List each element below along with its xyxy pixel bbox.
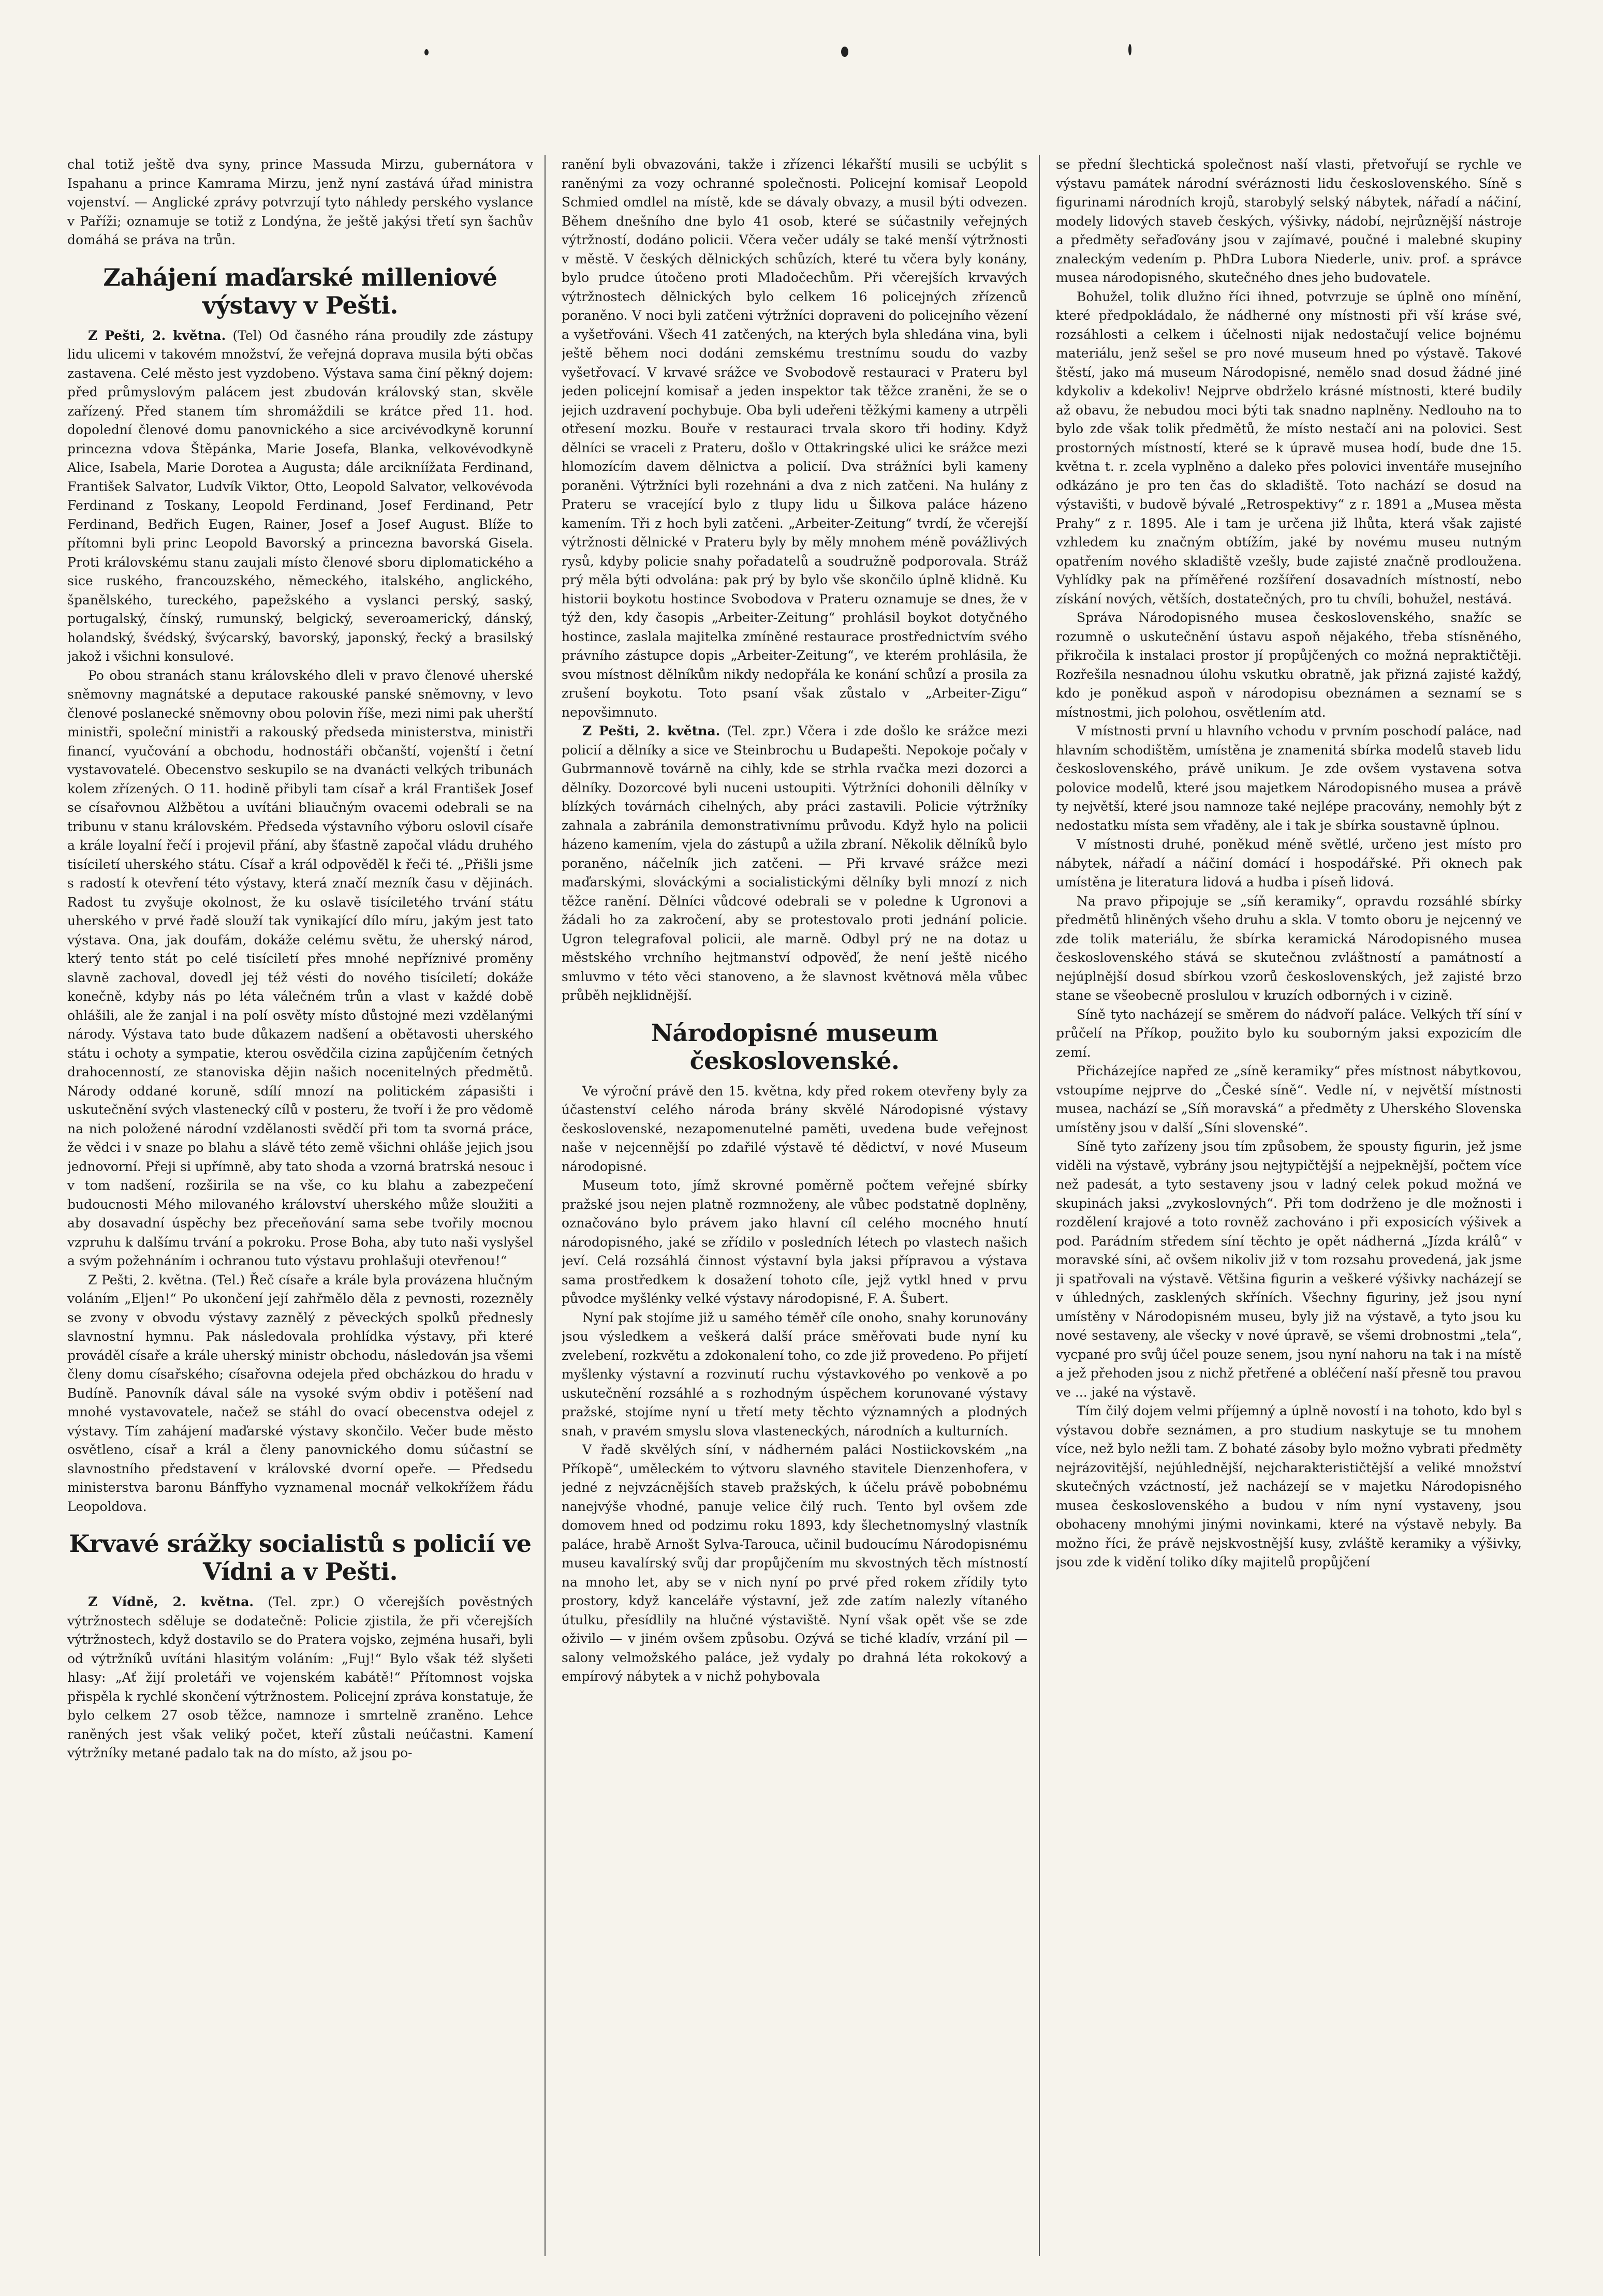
article-paragraph (67, 1593, 533, 1763)
ink-speck (424, 49, 429, 55)
headline-ethnographic-museum: Národopisné museum československé. (651, 1018, 938, 1075)
article-paragraph: V řadě skvělých síní, v nádherném paláci Nostiickovském „na Příkopě“, uměleckém to výtvoru slavného stavitele Dienzenhofera, v jedné z nejvzácnějších staveb pražských, k účelu právě pobobnému nanejvýše vhodné, panuje velice čilý ruch. Tento byl ovšem zde domovem hned od podzimu roku 1893, kdy šlechetnomyslný vlastník paláce, hrabě Arnošt Sylva-Tarouca, učinil budoucímu Národopisnému museu kavalírský svůj dar propůjčením mu skvostných těch místností na mnoho let, aby se v nich nyní po prvé před rokem zřídily tyto prostory, když kanceláře výstavní, jež zde zatím nalezly vítaného útulku, přesídlily na hlučné výstaviště. Nyní však opět vše se zde oživilo — v jiném ovšem způsobu. Ozývá se tiché kladív, vrzání pil — salony velmožského paláce, jež vydaly po drahná léta rokokový a empírový nábytek a v nichž pohybovala (562, 1442, 1027, 1684)
column-rule (545, 155, 546, 2256)
ink-speck (841, 47, 848, 57)
column-middle (562, 155, 1027, 2256)
column-left (67, 155, 533, 2256)
dateline: Z Pešti, 2. května. (582, 723, 720, 738)
article-paragraph: Po obou stranách stanu královského dleli v pravo členové uherské sněmovny magnátské a deputace rakouské panské sněmovny, v levo členové poslanecké sněmovny obou polovin říše, mezi nimi pak uherští ministři, společní ministři a rakouský předseda ministerstva, ministři financí, vyučování a obchodu, hodnostáři občanští, vojenští i četní vystavovatelé. Obecenstvo seskupilo se na dvanácti velkých tribunách kolem zřízených. O 11. hodině přibyli tam císař a král František Josef se císařovnou Alžbětou a uvítáni bliaučným ovacemi odebrali se na tribunu v stanu královském. Předseda výstavního výboru oslovil císaře a krále loyalní řečí i projevil přání, aby šťastně započal vládu druhého tisíciletí uherského státu. Císař a král odpověděl k řeči té. „Přišli jsme s radostí k otevření této výstavy, která značí mezník času v dějinách. Radost tu zvyšuje okolnost, že ku oslavě tisíciletého trvání státu uherského v prvé řadě slouží tak vynikající dílo míru, jakým jest tato výstava. Ona, jak doufám, dokáže celému světu, že uherský národ, který tento stát po celé tisíciletí přes mnohé nepříznivé proměny slavně zachoval, dovedl jej též vésti do nového tisíciletí; dokáže konečně, kdyby nás po léta válečném trůn a vlast v každé době ohlášili, ale že zanjal i na polí osvěty místo důstojné mezi vzdělanými národy. Výstava tato bude důkazem nadšení a obětavosti uherského státu i ochoty a sympatie, kterou osvědčila cizina zapůjčením četných drahocenností, ze stanoviska dějin našich nocenitelných předmětů. Národy oddané koruně, sdílí mnozí na politickém zápasišti i uskutečnění svých vlastenecký cílů v posteru, že tvoří i že pro vědomě na nich položené národní vzdělanosti svědčí při tom ta svorná práce, že vědci i v snaze po blahu a slávě této země všichni ohláše jejich jsou jednovorní. Přeji si upřímně, aby tato shoda a vzorná bratrská nesouc i v tom nadšení, rozširila se na vše, co ku blahu a zabezpečení budoucnosti Mého milovaného království uherského může sloužiti a aby dosavadní úspěchy bez přeceňování sama sebe tvořily mocnou vzpruhu k dalšímu trvání a pokroku. Prose Boha, aby tuto naši vyslyšel a svým požehnáním i ochranou tuto výstavu prohlašuji otevřenou!“ (67, 668, 533, 1268)
newspaper-page (67, 155, 1537, 2256)
article-paragraph (67, 327, 533, 666)
article-paragraph: Bohužel, tolik dlužno říci ihned, potvrzuje se úplně ono mínění, které předpokládalo, že nádherné ony místnosti při vší kráse své, rozsáhlosti a celkem i účelnosti nijak nedostačují velice bojnému materiálu, jenž sešel se pro nové museum hned po výstavě. Takové štěstí, jako má museum Národopisné, nemělo snad dosud žádné jiné kdykoliv a kdekoliv! Nejprve obdrželo krásné místnosti, které budily až obavu, že nebudou moci býti tak snadno naplněny. Nedlouho na to bylo zde však tolik předmětů, že místo nestačí ani na polovici. Sest prostorných místností, které se k úpravě musea hodí, bude dne 15. května t. r. zcela vyplněno a daleko přes polovici inventáře musejního odkázáno je pro ten čas do skladiště. Toto nachází se dosud na výstavišti, v budově bývalé „Retrospektivy“ z r. 1891 a „Musea města Prahy“ z r. 1895. Ale i tam je určena již lhůta, která však zajisté vzhledem ku značným obtížím, jaké by novému museu nutným opatřením nového skladiště vzešly, bude zajisté značně prodloužena. Vyhlídky pak na příměřené rozšíření dosavadních místností, nebo získání nových, větších, dostatečných, pro tu chvíli, bohužel, nestává. (1056, 289, 1522, 606)
article-paragraph: V místnosti druhé, poněkud méně světlé, určeno jest místo pro nábytek, nářadí a náčiní domácí i hospodářské. Při oknech pak umístěna je literatura lidová a hudba i píseň lidová. (1056, 837, 1522, 890)
paragraph-text: (Tel. zpr.) O včerejších pověstných výtržnostech sděluje se dodatečně: Policie zjistila, že při včerejších výtržnostech, když dostavilo se do Pratera vojsko, zejména husaři, byli od výtržníků uvítáni hlasitým voláním: „Fuj!“ Bylo však též slyšeti hlasy: „Ať žijí proletáři ve vojenském kabátě!“ Přítomnost vojska přispěla k rychlé skončení výtržnostem. Policejní zpráva konstatuje, že bylo celkem 27 osob těžce, namnoze i smrtelně zraněno. Lehce raněných jest však veliký počet, kteří zůstali neúčastni. Kamení výtržníky metané padalo tak na do místo, až jsou po- (67, 1594, 533, 1760)
article-paragraph: Z Pešti, 2. května. (Tel.) Řeč císaře a krále byla provázena hlučným voláním „Eljen!“ Po ukončení její zahřmělo děla z pevnosti, rozezněly se zvony v obvodu výstavy zaznělý z pěveckých spolků přednesly slavnostní hymnu. Pak následovala prohlídka výstavy, při které prováděl císaře a krále uherský ministr obchodu, následován jsa všemi členy domu císařského; císařovna odejela před obcházkou do hradu v Budíně. Panovník dával sále na vysoké svým obdiv i potěšení nad mnohé vystavovatele, načež se stáhl do ovací obecenstva odejel z výstavy. Tím zahájení maďarské výstavy skončilo. Večer bude město osvětleno, císař a král a členy panovnického domu súčastní se slavnostního představení v královské dvorní opeře. — Předsedu ministerstva baronu Bánffyho vyznamenal mocnář velkokřížem řádu Leopoldova. (67, 1272, 533, 1514)
article-paragraph: Ve výroční právě den 15. května, kdy před rokem otevřeny byly za účastenství celého národa brány skvělé Národopisné výstavy československé, nezapomenutelné paměti, uvedena bude veřejnost naše v nejcennější po zdařilé výstavě té dědictví, v nové Museum národopisné. (562, 1083, 1027, 1174)
paragraph-text: (Tel) Od časného rána proudily zde zástupy lidu ulicemi v takovém množství, že veřejná doprava musila býti občas zastavena. Celé město jest vyzdobeno. Výstava sama činí pěkný dojem: před průmyslovým palácem jest zbudován královský stan, skvěle zařízený. Před stanem tím shromáždili se krátce před 11. hod. dopolední členové domu panovnického a sice arcivévodkyně korunní princezna vdova Štěpánka, Marie Josefa, Blanka, velkovévodkyně Alice, Isabela, Marie Dorotea a Augusta; dále arcikníížata Ferdinand, František Salvator, Ludvík Viktor, Otto, Leopold Salvator, velkovévoda Ferdinand z Toskany, Leopold Ferdinand, Josef Ferdinand, Petr Ferdinand, Bedřich Eugen, Rainer, Josef a Josef August. Blíže to přítomni byli princ Leopold Bavorský a princezna bavorská Gisela. Proti královskému stanu zaujali místo členové sboru diplomatického a sice ruského, francouzského, německého, italského, anglického, španělského, tureckého, papežského a vyslanci perský, saský, portugalský, čínský, rumunský, belgický, severoamerický, dánský, holandský, švédský, švýcarský, bavorský, japonský, řecký a brasilský jakož i všichni konsulové. (67, 328, 533, 664)
scan-specks (0, 21, 1603, 62)
dateline: Z Vídně, 2. května. (88, 1594, 254, 1609)
column-rule (1039, 155, 1040, 2256)
headline-millennium-exhibition: Zahájení maďarské milleniové výstavy v Pešti. (103, 263, 497, 319)
article-continuation: se přední šlechtická společnost naší vlasti, přetvořují se rychle ve výstavu památek národní svéráznosti lidu československého. Síně s figurinami národních krojů, starobylý selský nábytek, nářadí a náčiní, modely lidových staveb českých, výšivky, nádobí, nejrůznější nástroje a předměty seřaďovány jsou v zajímavé, poučné i malebné skupiny znaleckým vedením p. PhDra Lubora Niederle, univ. prof. a správce musea národopisného, skutečného dnes jeho budovatele. (1056, 157, 1522, 285)
article-continuation: chal totiž ještě dva syny, prince Massuda Mirzu, gubernátora v Ispahanu a prince Kamrama Mirzu, jenž nyní zastává úřad ministra vojenství. — Anglické zprávy potvrzují tyto náhledy perského vyslance v Paříži; oznamuje se totiž z Londýna, že ještě jakýsi třetí syn šachův domáhá se práva na trůn. (67, 157, 533, 247)
article-paragraph: Tím čilý dojem velmi příjemný a úplně novostí i na tohoto, kdo byl s výstavou dobře seznámen, a pro studium naskytuje se tu mnohem více, než bylo nežli tam. Z bohaté zásoby bylo možno vybrati předměty nejrázovitější, nejúhlednější, nejcharakterističtější a veliké množství skutečných vzáctností, jež nacházejí se v majetku Národopisného musea československého a budou v ním nyní vystaveny, jsou obohaceny mnohými jinými novinkami, které na výstavě nebyly. Ba možno říci, že právě nejskvostnější kusy, zvláště keramiky a výšivky, jsou zde k vidění toliko díky majitelů propůjčení (1056, 1403, 1522, 1569)
article-paragraph: Museum toto, jímž skrovné poměrně počtem veřejné sbírky pražské jsou nejen platně rozmnoženy, ale vůbec podstatně doplněny, označováno bylo právem jako hlavní cíl celého mocného hnutí národopisného, jaké se zřídilo v posledních létech po vlastech našich jeví. Celá rozsáhlá činnost výstavní byla jaksi přípravou a výstava sama prostředkem k dosažení tohoto cíle, jejž vytkl hned v prvu původce myšlénky velké výstavy národopisné, F. A. Šubert. (562, 1178, 1027, 1306)
article-paragraph: Na pravo připojuje se „síň keramiky“, opravdu rozsáhlé sbírky předmětů hliněných všeho druhu a skla. V tomto oboru je nejcenný ve zde tolik materiálu, že sbírka keramická Národopisného musea československého stává se skutečnou zvláštností a památností a nejúplnější dosud sbírkou vzorů československých, jež zajisté brzo stane se všeobecně proslulou v kruzích odborných i v cizině. (1056, 893, 1522, 1003)
article-paragraph: Nyní pak stojíme již u samého téměř cíle onoho, snahy korunovány jsou výsledkem a veškerá další práce směřovati bude nyní ku zvelebení, rozkvětu a zdokonalení toho, co zde již provedeno. Po přijetí myšlenky výstavní a rozvinutí ruchu výstavkového po venkově a po uskutečnění rozsáhlé a s rozhodným úspěchem korunované výstavy pražské, stojíme nyní u třetí mety těchto významných a plodných snah, v pravém smyslu slova vlasteneckých, národních a kulturních. (562, 1310, 1027, 1439)
dateline: Z Pešti, 2. května. (88, 328, 226, 343)
article-paragraph (562, 722, 1027, 1005)
article-paragraph: Síně tyto nacházejí se směrem do nádvoří paláce. Velkých tří síní v průčelí na Příkop, použito bylo ku souborným jaksi expozicím dle zemí. (1056, 1006, 1522, 1060)
article-paragraph: Síně tyto zařízeny jsou tím způsobem, že spousty figurin, jež jsme viděli na výstavě, vybrány jsou nejtypičtější a nejpeknější, počtem více než padesát, a tyto sestaveny jsou v ladný celek pokud možná ve skupinách jaksi „zvykoslovných“. Při tom dodrženo je dle možnosti i rozdělení krajové a toto rovněž zachováno i při exposicích výšivek a pod. Parádním středem síní těchto je opět nádherná „Jízda králů“ v moravské síni, ač ovšem nikoliv již v tom rozsahu provedená, jak jsme ji spatřovali na výstavě. Většina figurin a veškeré výšivky nacházejí se v úhledných, zasklených skříních. Všechny figuriny, jež jsou nyní umístěny v Národopisném museu, byly již na výstavě, a tyto jsou ku nové sestaveny, ale všecky v nové úpravě, se všemi drobnostmi „tela“, vycpané pro svůj účel pouze senem, jsou nyní nahoru na tak i na místě a jež přehoden jsou z nichž přetřené a obléčení naší přesně tou pravou ve ... jaké na výstavě. (1056, 1139, 1522, 1400)
ink-speck (1128, 44, 1131, 55)
article-paragraph: V místnosti první u hlavního vchodu v prvním poschodí paláce, nad hlavním schodištěm, umístěna je znamenitá sbírka modelů staveb lidu československého, právě unikum. Je zde ovšem vystavena sotva polovice modelů, které jsou majetkem Národopisného musea a právě ty největší, které jsou namnoze také nejlépe pracovány, nemohly být z nedostatku místa sem vřaděny, ale i tak je sbírka soustavně úplnou. (1056, 723, 1522, 833)
headline-clashes-vienna-pest: Krvavé srážky socialistů s policií ve Vídni a v Pešti. (69, 1530, 532, 1586)
article-paragraph: Přicházejíce napřed ze „síně keramiky“ přes místnost nábytkovou, vstoupíme nejprve do „České síně“. Vedle ní, v největší místnosti musea, nachází se „Síň moravská“ a předměty z Uherského Slovenska umístěny jsou v další „Síni slovenské“. (1056, 1063, 1522, 1135)
column-right (1056, 155, 1522, 2256)
article-paragraph: Správa Národopisného musea československého, snažíc se rozumně o uskutečnění ústavu aspoň nějakého, třeba stísněného, přikročila k instalaci prostor jí propůjčených co možná nepraktičtěji. Rozřešila nesnadnou úlohu vskutku obratně, jak přizná zajisté každý, kdo je poněkud aspoň v národopisu obeznámen a seznamí se s místnostmi, jich polohou, osvětlením atd. (1056, 610, 1522, 720)
article-continuation: ranění byli obvazováni, takže i zřízenci lékařští musili se ucbýlit s raněnými za vozy ochranné společnosti. Policejní komisař Leopold Schmied omdlel na místě, kde se dávaly obvazy, a musil býti odvezen. Během dnešního dne bylo 41 osob, které se súčastnily veřejných výtržností, dodáno policii. Včera večer udály se také menší výtržnosti v městě. V českých dělnických schůzích, které tu včera byly konány, bylo prudce útočeno proti Mladočechům. Při včerejších krvavých výtržnostech dělnických bylo celkem 16 policejných zřízenců poraněno. V noci byli zatčeni výtržníci dopraveni do policejního vězení a vyšetřováni. Všech 41 zatčených, na kterých byla shledána vina, byli ještě během noci dodáni zemskému trestnímu soudu do vazby vyšetřovací. V krvavé srážce ve Svobodově restauraci v Prateru byl jeden policejní komisař a jeden inspektor tak těžce zraněni, že se o jejich uzdravení pochybuje. Oba byli udeřeni těžkými kameny a utrpěli otřesení mozku. Bouře v restauraci trvala skoro tři hodiny. Když dělníci se vraceli z Prateru, došlo v Ottakringské ulici ke srážce mezi hlomozícím davem dělnictva a policií. Dva strážníci byli kameny poraněni. Výtržníci byli rozehnáni a dva z nich zatčeni. Na hulány z Prateru se vracející bylo z tlupy lidu u Šilkova paláce házeno kamením. Tři z hoch byli zatčeni. „Arbeiter-Zeitung“ tvrdí, že včerejší výtržnosti dělnické v Prateru byly by měly mnohem méně povážlivých rysů, kdyby policie snahy pořadatelů a soudružně podporovala. Stráž prý měla býti odvolána: pak prý by bylo vše skončilo úplně klidně. Ku historii boykotu hostince Svobodova v Prateru oznamuje se dnes, že v týž den, kdy časopis „Arbeiter-Zeitung“ prohlásil boykot dotyčného hostince, zaslala majitelka zmíněné restaurace prostřednictvím svého právního zástupce dopis „Arbeiter-Zeitung“, ve kterém prohlásila, že svou místnost dělníkům nikdy nedopřála ke konání schůzí a prosila za zrušení boykotu. Toto psaní však zůstalo v „Arbeiter-Zigu“ nepovšimnuto. (562, 157, 1027, 720)
paragraph-text: (Tel. zpr.) Včera i zde došlo ke srážce mezi policií a dělníky a sice ve Steinbrochu u Budapešti. Nepokoje počaly v Gubrmannově továrně na cihly, kde se strhla rvačka mezi dozorci a dělníky. Dozorcové byli nuceni ustoupiti. Výtržníci dohonili dělníky v blízkých továrnách cihelných, aby práci zastavili. Policie výtržníky zahnala a zabránila demonstrativnímu průvodu. Když hylo na policii házeno kamením, vjela do zástupů a užila zbraní. Několik dělníků bylo poraněno, náčelník jich zatčeni. — Při krvavé srážce mezi maďarskými, slováckými a socialistickými dělníky byli mnozí z nich těžce ranění. Dělníci vůdcové odebrali se v poledne k Ugronovi a žádali ho za zakročení, aby se protestovalo proti jednání policie. Ugron telegrafoval policii, ale marně. Odbyl prý ne na dotaz u městského vrchního hejtmanství odpověď, že není ještě nicého smluvmo v této věci stanoveno, a že slavnost květnová měla vůbec průběh nejklidnější. (562, 723, 1027, 1003)
